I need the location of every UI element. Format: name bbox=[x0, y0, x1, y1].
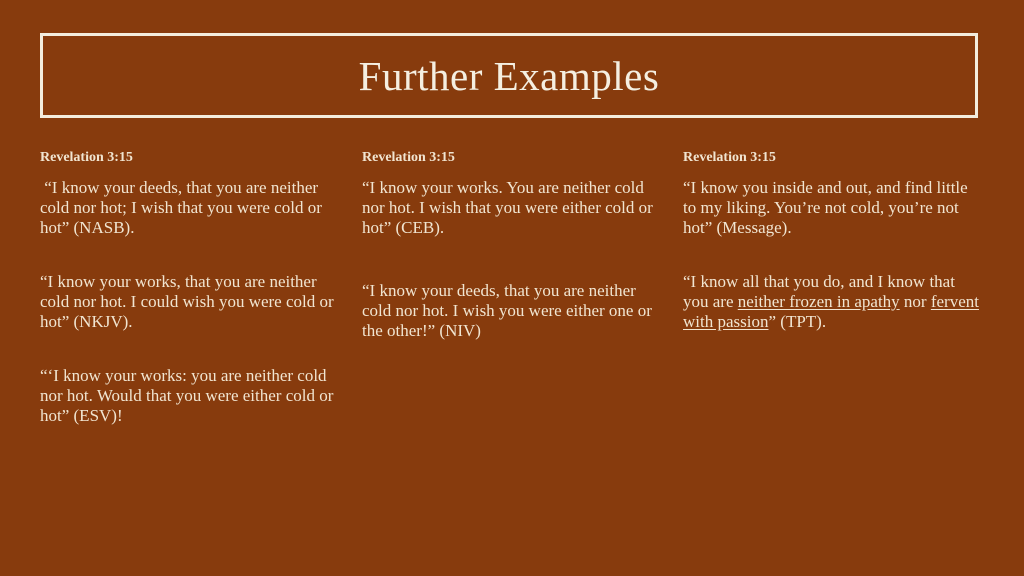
verse-paragraphs bbox=[683, 178, 983, 332]
verse-column-1 bbox=[40, 150, 340, 460]
verse-paragraph: “I know your works, that you are neither cold nor hot. I could wish you were cold or hot” (NKJV). bbox=[40, 272, 334, 331]
verse-columns bbox=[40, 150, 1024, 576]
verse-reference: Revelation 3:15 bbox=[683, 150, 776, 165]
verse-paragraph: “‘I know your works: you are neither cold nor hot. Would that you were either cold or hot” (ESV)! bbox=[40, 366, 334, 425]
verse-paragraph: “I know you inside and out, and find little to my liking. You’re not cold, you’re not hot” (Message). bbox=[683, 178, 968, 237]
verse-column-3 bbox=[683, 150, 983, 366]
title-box bbox=[40, 33, 978, 118]
verse-paragraphs bbox=[362, 178, 662, 341]
verse-paragraph: “I know your works. You are neither cold nor hot. I wish that you were either cold or hot” (CEB). bbox=[362, 178, 653, 237]
verse-column-2 bbox=[362, 150, 662, 384]
slide-title: Further Examples bbox=[358, 52, 660, 99]
verse-paragraph: “I know all that you do, and I know that you are neither frozen in apathy nor fervent with passion” (TPT). bbox=[683, 272, 979, 331]
verse-paragraphs bbox=[40, 178, 340, 426]
verse-paragraph: “I know your deeds, that you are neither cold nor hot; I wish that you were cold or hot” (NASB). bbox=[40, 178, 322, 237]
verse-reference: Revelation 3:15 bbox=[40, 150, 133, 165]
verse-reference: Revelation 3:15 bbox=[362, 150, 455, 165]
verse-paragraph: “I know your deeds, that you are neither cold nor hot. I wish you were either one or the other!” (NIV) bbox=[362, 281, 652, 340]
